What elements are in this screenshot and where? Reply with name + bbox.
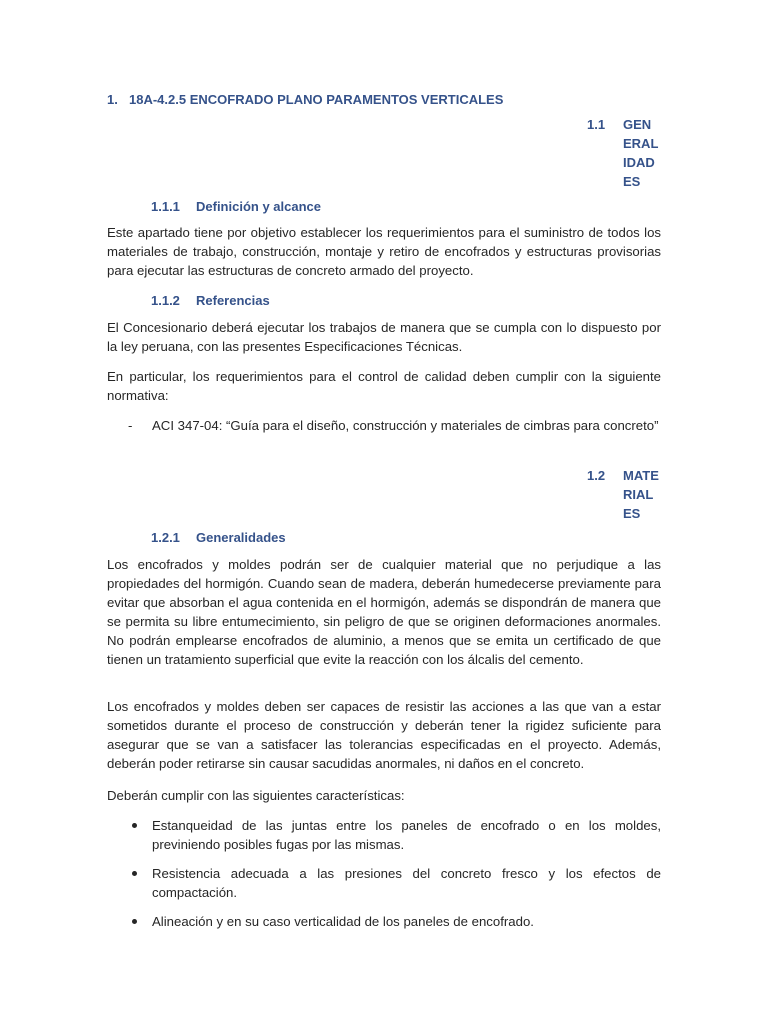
subsection-number: 1.1.2 [151,293,180,308]
bullet-dot-icon [132,871,137,876]
subsection-title: Definición y alcance [196,199,321,214]
bullet-text: Alineación y en su caso verticalidad de los paneles de encofrado. [152,914,534,929]
section-title-line: IDAD [623,155,655,170]
section-title-line: GEN [623,117,652,132]
bullet-list-item [128,816,661,854]
section-title-line: MATE [623,468,659,483]
dash-item-text: ACI 347-04: “Guía para el diseño, construcción y materiales de cimbras para concreto” [152,418,659,433]
dash-list-item [128,416,661,435]
subsection-heading-1-1-2 [151,293,270,308]
paragraph-normative: En particular, los requerimientos para el control de calidad deben cumplir con la siguiente normativa: [107,369,661,403]
bullet-text: Resistencia adecuada a las presiones del concreto fresco y los efectos de compactación. [152,866,661,900]
subsection-number: 1.2.1 [151,530,180,545]
bullet-dot-icon [132,823,137,828]
section-title-line: RIAL [623,487,654,502]
section-title-line: ES [623,174,641,189]
bullet-list-item [128,912,661,931]
subsection-number: 1.1.1 [151,199,180,214]
bullet-list-item [128,864,661,902]
main-heading-number: 1. [107,92,118,107]
subsection-heading-1-1-1 [151,199,321,214]
bullet-text: Estanqueidad de las juntas entre los paneles de encofrado o en los moldes, previniendo posibles fugas por las mismas. [152,818,661,852]
bullet-dot-icon [132,919,137,924]
paragraph-requirements: Los encofrados y moldes deben ser capaces de resistir las acciones a las que van a estar sometidos durante el proceso de construcción y deberán tener la rigidez suficiente para asegurar que se van a satisfacer las tolerancias especificadas en el proyecto. Además, deberán poder retirarse sin causar sacudidas anormales, ni daños en el concreto. [107,699,661,771]
main-heading [107,92,503,107]
section-title-line: ES [623,506,641,521]
section-title [623,115,663,191]
subsection-title: Referencias [196,293,270,308]
section-title [623,466,663,523]
subsection-heading-1-2-1 [151,530,286,545]
subsection-title: Generalidades [196,530,286,545]
paragraph-generalities: Los encofrados y moldes podrán ser de cualquier material que no perjudique a las propiedades del hormigón. Cuando sean de madera, deberán humedecerse previamente para evitar que absorban el agua contenida en el hormigón, además se dispondrán de manera que se permita su libre entumecimiento, sin peligro de que se originen deformaciones anormales. No podrán emplearse encofrados de aluminio, a menos que se emita un certificado de que tienen un tratamiento superficial que evite la reacción con los álcalis del cemento. [107,557,661,667]
section-number: 1.1 [587,117,606,132]
paragraph-definition: Este apartado tiene por objetivo establecer los requerimientos para el suministro de todos los materiales de trabajo, construcción, montaje y retiro de encofrados y estructuras provisorias para ejecutar las estructuras de concreto armado del proyecto. [107,225,661,278]
section-title-line: ERAL [623,136,659,151]
dash-marker: - [128,418,133,433]
paragraph-references: El Concesionario deberá ejecutar los trabajos de manera que se cumpla con lo dispuesto por la ley peruana, con las presentes Especificaciones Técnicas. [107,320,661,354]
main-heading-text: 18A-4.2.5 ENCOFRADO PLANO PARAMENTOS VERTICALES [129,92,504,107]
paragraph-characteristics-intro: Deberán cumplir con las siguientes características: [107,788,405,803]
section-number: 1.2 [587,468,606,483]
